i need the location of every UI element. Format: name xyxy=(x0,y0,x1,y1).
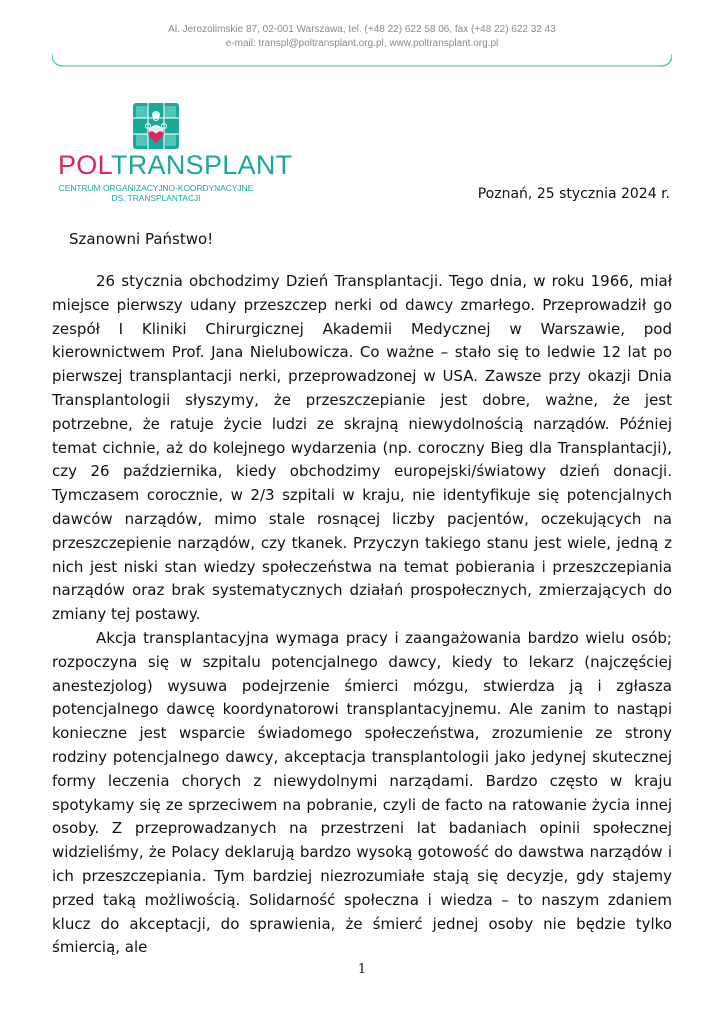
contact-line: e-mail: transpl@poltransplant.org.pl, www.poltransplant.org.pl xyxy=(225,38,499,49)
letter-body xyxy=(52,270,672,960)
letterhead-address xyxy=(0,23,724,51)
subtitle-line-1: CENTRUM ORGANIZACYJNO-KOORDYNACYJNE xyxy=(58,183,254,193)
organization-logo-name xyxy=(58,149,293,181)
place-and-date: Poznań, 25 stycznia 2024 r. xyxy=(477,186,670,202)
logo-name-part2: TRANSPLANT xyxy=(110,150,293,180)
letterhead-rule xyxy=(52,52,672,68)
logo-name-part1: POL xyxy=(58,150,111,180)
paragraph-2: Akcja transplantacyjna wymaga pracy i zaangażowania bardzo wielu osób; rozpoczyna się w szpitalu potencjalnego dawcy, kiedy to lekarz (najczęściej anestezjolog) wysuwa podejrzenie śmierci mózgu, stwierdza ją i zgłasza potencjalnego dawcę koordynatorowi transplantacyjnemu. Ale zanim to nastąpi konieczne jest wsparcie świadomego społeczeństwa, zrozumienie ze strony rodziny potencjalnego dawcy, akceptacja transplantologii jako jedynej skutecznej formy leczenia chorych z niewydolnymi narządami. Bardzo często w kraju spotykamy się ze sprzeciwem na pobranie, czyli de facto na ratowanie życia innej osoby. Z przeprowadzanych na przestrzeni lat badaniach opinii społecznej widzieliśmy, że Polacy deklarują bardzo wysoką gotowość do dawstwa narządów i ich przeszczepiania. Tym bardziej niezrozumiałe stają się decyzje, gdy stajemy przed taką możliwością. Solidarność społeczna i wiedza – to naszym zdaniem klucz do akceptacji, do sprawienia, że śmierć jednej osoby nie będzie tylko śmiercią, ale xyxy=(52,628,672,957)
organization-subtitle xyxy=(58,183,254,203)
page-number: 1 xyxy=(357,962,367,977)
paragraph-1: 26 stycznia obchodzimy Dzień Transplantacji. Tego dnia, w roku 1966, miał miejsce pierwszy udany przeszczep nerki od dawcy zmarłego. Przeprowadził go zespół I Kliniki Chirurgicznej Akademii Medycznej w Warszawie, pod kierownictwem Prof. Jana Nielubowicza. Co ważne – stało się to ledwie 12 lat po pierwszej transplantacji nerki, przeprowadzonej w USA. Zawsze przy okazji Dnia Transplantologii słyszymy, że przeszczepianie jest dobre, ważne, że jest potrzebne, że ratuje życie ludzi ze skrajną niewydolnością narządów. Później temat cichnie, aż do kolejnego wydarzenia (np. coroczny Bieg dla Transplantacji), czy 26 października, kiedy obchodzimy europejski/światowy dzień donacji. Tymczasem corocznie, w 2/3 szpitali w kraju, nie identyfikuje się potencjalnych dawców narządów, mimo stale rosnącej liczby pacjentów, oczekujących na przeszczepienie narządów, czy tkanek. Przyczyn takiego stanu jest wiele, jedną z nich jest niski stan wiedzy społeczeństwa na temat pobierania i przeszczepiania narządów oraz brak systematycznych działań prospołecznych, zmierzających do zmiany tej postawy. xyxy=(52,272,672,624)
puzzle-heart-logo-icon xyxy=(133,103,179,149)
greeting: Szanowni Państwo! xyxy=(69,230,214,248)
address-line: Al. Jerozolimskie 87, 02-001 Warszawa, tel. (+48 22) 622 58 06, fax (+48 22) 622 32 43 xyxy=(168,24,556,35)
subtitle-line-2: DS. TRANSPLANTACJI xyxy=(111,193,201,203)
